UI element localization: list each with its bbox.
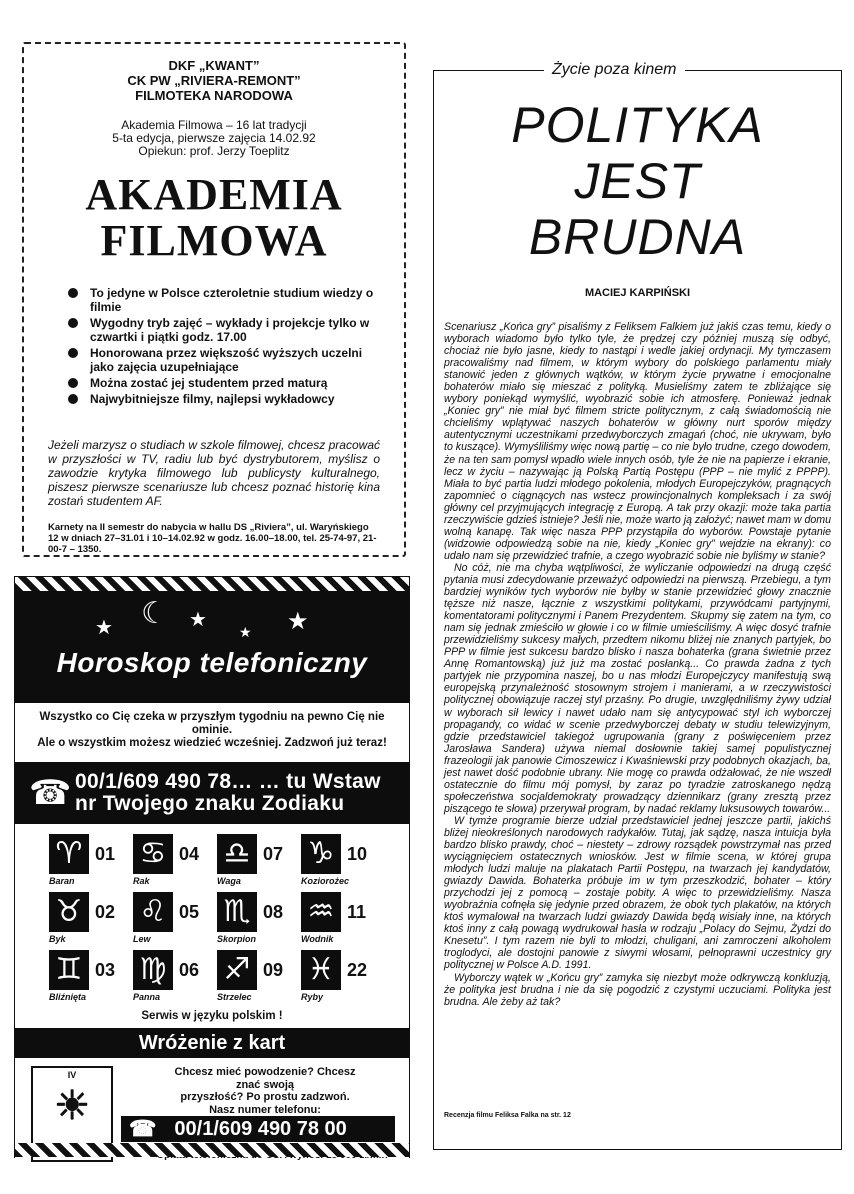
bullet-icon	[68, 378, 78, 388]
telephone-icon: ☎	[29, 774, 72, 812]
zodiac-sign-koziorozec	[301, 834, 385, 886]
sign-name: Baran	[49, 876, 75, 886]
sign-name: Strzelec	[217, 992, 252, 1002]
info-line: 5-ta edycja, pierwsze zajęcia 14.02.92	[112, 131, 316, 145]
virgo-icon: ♍	[133, 950, 173, 990]
sign-name: Ryby	[301, 992, 324, 1002]
horoskop-header	[15, 591, 409, 703]
star-icon: ★	[239, 624, 252, 640]
sign-number: 01	[95, 843, 116, 864]
headline-line: JEST	[574, 153, 701, 209]
star-icon: ★	[95, 617, 113, 639]
horoskop-title: Horoskop telefoniczny	[56, 647, 368, 678]
zodiac-sign-panna	[133, 950, 217, 1002]
zodiac-sign-blizneta	[49, 950, 133, 1002]
intro-line: Ale o wszystkim możesz wiedzieć wcześniej. Zadzwoń już teraz!	[37, 737, 387, 749]
zodiac-sign-waga	[217, 834, 301, 886]
zodiac-sign-skorpion	[217, 892, 301, 944]
title-line: AKADEMIA	[85, 170, 343, 219]
zodiac-sign-lew	[133, 892, 217, 944]
ad-title	[42, 172, 386, 264]
horoskop-ad	[14, 576, 410, 1158]
phone-banner	[15, 762, 409, 824]
organizer-line: FILMOTEKA NARODOWA	[135, 88, 293, 103]
organizers	[42, 58, 386, 103]
sign-number: 11	[347, 901, 367, 922]
sign-number: 10	[347, 843, 368, 864]
sign-number: 22	[347, 959, 368, 980]
zigzag-border	[15, 577, 409, 591]
aquarius-icon: ♒	[301, 892, 341, 932]
akademia-filmowa-ad	[22, 42, 406, 557]
sign-number: 05	[179, 901, 200, 922]
article-author: MACIEJ KARPIŃSKI	[584, 287, 691, 299]
libra-icon: ♎	[217, 834, 257, 874]
pisces-icon: ♓	[301, 950, 341, 990]
zodiac-row	[49, 892, 391, 944]
bullet-icon	[68, 394, 78, 404]
sign-number: 03	[95, 959, 116, 980]
question-line: przyszłość? Po prostu zadzwoń.	[180, 1091, 350, 1103]
article-paragraph: Scenariusz „Końca gry” pisaliśmy z Feliksem Falkiem już jakiś czas temu, kiedy o wyborach wiadomo było tylko tyle, że prędzej czy później muszą się odbyć, chociaż nie było jasne, kiedy to nastąpi i wedle jakiej ordynacji. My tymczasem pracowaliśmy nad filmem, w którym wybory do polskiego parlamentu miały stanowić jeden z głównych wątków, w którym życie prywatne i emocjonalne bohaterów miało się mieszać z polityką. Musieliśmy zatem te zbliżające się wybory poniekąd wymyślić, wyobrazić sobie ich atmosferę. Ponieważ jednak „Koniec gry” nie miał być filmem stricte politycznym, z całą świadomością nie chcieliśmy wplątywać naszych bohaterów w główny nurt sporów między autentycznymi uczestnikami przedwyborczych zmagań (choć, nie ukrywam, było to kuszące). Wymyśliliśmy więc nową partię – co nie było trudne, czego dowodem, że na ten sam pomysł wpadło wiele innych osób, tyle że nie na papierze i ekranie, lecz w życiu – nazywając ją Polską Partią Postępu (PPP – nie mylić z PPPP). Miała to być partia ludzi młodego pokolenia, młodych Europejczyków, pragnących zapomnieć o ciągnących nas wstecz prowincjonalnych kompleksach i za swój główny cel przyjmujących integrację z Europą. A tak przy okazji: może taka partia rzeczywiście gdzieś istnieje? Jeśli nie, może warto ją założyć; nawet mam w domu wolną kanapę. Tak więc nasza PPP przystąpiła do wyborów. Powstaje pytanie (widzowie odpowiedzą sobie na nie, kiedy „Koniec gry” wejdzie na ekrany): co udało nam się przewidzieć trafnie, a czego wyobrazić sobie nie byliśmy w stanie?	[444, 321, 831, 562]
ad-paragraph: Jeżeli marzysz o studiach w szkole filmowej, chcesz pracować w przyszłości w TV, radiu lub być dystrybutorem, myślisz o zawodzie krytyka filmowego lub publicysty kulturalnego, piszesz pierwsze scenariusze lub chcesz poznać historię kina zostań studentem AF.	[48, 438, 380, 508]
sign-name: Bliźnięta	[49, 992, 87, 1002]
cancer-icon: ♋	[133, 834, 173, 874]
feature-item: Można zostać jej studentem przed maturą	[68, 376, 386, 390]
feature-item: Honorowana przez większość wyższych uczelni jako zajęcia uzupełniające	[68, 346, 386, 374]
article-headline	[444, 97, 831, 265]
zigzag-border	[15, 1143, 409, 1157]
info-line: Opiekun: prof. Jerzy Toeplitz	[138, 144, 290, 158]
sign-name: Waga	[217, 876, 241, 886]
phone-number: 00/1/609 490 78 00	[174, 1117, 347, 1140]
sign-name: Rak	[133, 876, 150, 886]
zodiac-sign-strzelec	[217, 950, 301, 1002]
article-paragraph: No cóż, nie ma chyba wątpliwości, że wyliczanie odpowiedzi na drugą część pytania musi zdecydowanie przeważyć odpowiedzi na pierwszą. Przebiegu, a tym bardziej wyników tych wyborów nie byłby w stanie przewidzieć głowy znacznie tęższe niż nasze, łącznie z wszystkimi politykami, przywódcami partyjnymi, komentatorami politycznymi i Panem Prezydentem. Skupmy się zatem na tym, co nam się jednak zmieściło w głowie i co w filmie umieściliśmy. A więc dosyć trafnie przewidzieliśmy sukcesy małych, przedtem nikomu bliżej nie znanych partyjek, bo PPP w filmie jest sukcesu bardzo blisko i nasza bohaterka (grana świetnie przez Annę Romantowską) już już ma zostać posłanką... Co prawda żadna z tych partyjek nie przypomina naszej, bo u nas młodzi Europejczycy manifestują swą europejską przynależność stosownym strojem i manierami, a w rzeczywistości politycznej obowiązuje raczej styl przaśny. Po drugie, uwzględniliśmy żywy udział w wyborach sił lewicy i nawet udało nam się antycypować styl ich wyborczej propagandy, co widać w scenie przedwyborczej debaty w studiu telewizyjnym, gdzie przedstawiciel takiegoż ugrupowania (grany z poświęceniem przez Jarosława Sandera) używa niemal dosłownie takiej samej populistycznej frazeologii jak panowie Cimoszewicz i Kwaśniewski przy podobnych okazjach, ba, jest nawet dość podobnie ubrany. Nie mogę co prawda odżałować, że nie wszedł ostatecznie do filmu mój pomysł, by zaraz po tyradzie zatroskanego nędzą społeczeństwa socjaldemokraty prowadzący dziennikarz (grany zresztą przez piszącego te słowa) przerywał program, by nadać reklamy luksusowych towarów...	[444, 561, 831, 815]
feature-item: Wygodny tryb zajęć – wykłady i projekcje tylko w czwartki i piątki godz. 17.00	[68, 316, 386, 344]
zodiac-grid	[15, 824, 409, 1002]
card-phone-number	[121, 1116, 395, 1142]
telephone-icon: ☎	[129, 1116, 157, 1141]
sign-number: 06	[179, 959, 200, 980]
article-paragraph: W tymże programie bierze udział przedstawiciel jednej jeszcze partii, jakichś bliżej nieokreślonych narodowych radykałów. Tutaj, jak sądzę, nasza intuicja była bardzo blisko prawdy, choć – niestety – zdrowy rozsądek powstrzymał nas przed wyciągnięciem ostatecznych wniosków. Jest w filmie scena, w której grupa młodych ludzi maluje na plakatach Partii Postępu, na twarzach jej kandydatów, gwiazdy Dawida. Bohaterka próbuje im w tym przeszkodzić, bohater – który przychodzi jej z pomocą – zostaje pobity. A więc to przewidzieliśmy. Nasza wyobraźnia cofnęła się jedynie przed obrazem, że obok tych plakatów, na których ktoś wymalował na twarzach ludzi gwiazdy Dawida będą wisiały inne, na których ktoś inny z całą powagą wydrukował hasła w rodzaju „Polacy do Sejmu, Żydzi do Knesetu”. I tym razem nie byli to młodzi, chuligani, ani zamroczeni alkoholem troglodyci, ale dostojni panowie z siwymi włosami, pełnoprawni uczestnicy gry politycznej w Polsce A.D. 1991.	[444, 814, 831, 972]
phone-instructions	[75, 771, 381, 815]
card-number: IV	[67, 1070, 77, 1080]
intro-line: Wszystko co Cię czeka w przyszłym tygodniu na pewno Cię nie ominie.	[39, 711, 385, 736]
title-line: FILMOWA	[100, 216, 328, 265]
zodiac-sign-baran	[49, 834, 133, 886]
sign-name: Lew	[133, 934, 151, 944]
zodiac-sign-wodnik	[301, 892, 385, 944]
review-reference: Recenzja filmu Feliksa Falka na str. 12	[444, 1112, 571, 1119]
zodiac-row	[49, 834, 391, 886]
bullet-icon	[68, 318, 78, 328]
question-line: Chcesz mieć powodzenie? Chcesz znać swoją	[174, 1066, 356, 1091]
phone-line: 00/1/609 490 78… … tu Wstaw	[75, 770, 381, 793]
organizer-line: DKF „KWANT”	[168, 58, 260, 73]
sign-number: 02	[95, 901, 116, 922]
article	[433, 61, 842, 1150]
ad-footer: Karnety na II semestr do nabycia w hallu DS „Riviera”, ul. Waryńskiego 12 w dniach 27–31.01 i 10–14.02.92 w godz. 16.00–18.00, tel. 25-74-97, 21-00-7 – 1350.	[48, 522, 377, 555]
stars-decoration	[15, 597, 409, 641]
capricorn-icon: ♑	[301, 834, 341, 874]
question-line: Nasz numer telefonu:	[209, 1103, 321, 1116]
sun-icon: ☀	[54, 1084, 90, 1128]
scorpio-icon: ♏	[217, 892, 257, 932]
sagittarius-icon: ♐	[217, 950, 257, 990]
article-body	[444, 321, 831, 1008]
service-language: Serwis w języku polskim !	[15, 1008, 409, 1028]
sign-number: 08	[263, 901, 284, 922]
headline-line: BRUDNA	[528, 209, 747, 265]
article-paragraph: Wyborczy wątek w „Końcu gry” zamyka się niezbyt może odkrywczą konkluzją, że polityka jest brudna i nie da się pogodzić z czystymi uczuciami. Polityka jest brudna. Ale żeby aż tak?	[444, 971, 831, 1008]
moon-icon: ☾	[141, 597, 168, 630]
sign-number: 07	[263, 843, 284, 864]
sign-name: Wodnik	[301, 934, 334, 944]
zodiac-sign-rak	[133, 834, 217, 886]
bullet-icon	[68, 288, 78, 298]
phone-line: nr Twojego znaku Zodiaku	[75, 792, 345, 815]
horoskop-intro	[15, 703, 409, 762]
sign-name: Skorpion	[217, 934, 257, 944]
card-question	[165, 1066, 365, 1116]
leo-icon: ♌	[133, 892, 173, 932]
card-reading-title: Wróżenie z kart	[15, 1028, 409, 1058]
gemini-icon: ♊	[49, 950, 89, 990]
aries-icon: ♈	[49, 834, 89, 874]
bullet-icon	[68, 348, 78, 358]
sign-name: Koziorożec	[301, 876, 350, 886]
sign-number: 09	[263, 959, 284, 980]
star-icon: ★	[287, 608, 309, 635]
headline-line: POLITYKA	[511, 97, 764, 153]
star-icon: ★	[189, 609, 207, 631]
zodiac-sign-byk	[49, 892, 133, 944]
section-header: Życie poza kinem	[544, 61, 685, 79]
course-info	[42, 119, 386, 158]
info-line: Akademia Filmowa – 16 lat tradycji	[121, 118, 307, 132]
sign-name: Byk	[49, 934, 66, 944]
zodiac-row	[49, 950, 391, 1002]
organizer-line: CK PW „RIVIERA-REMONT”	[127, 73, 301, 88]
sign-number: 04	[179, 843, 200, 864]
sign-name: Panna	[133, 992, 161, 1002]
zodiac-sign-ryby	[301, 950, 385, 1002]
feature-item: To jedyne w Polsce czteroletnie studium wiedzy o filmie	[68, 286, 386, 314]
feature-list	[68, 286, 386, 406]
taurus-icon: ♉	[49, 892, 89, 932]
feature-item: Najwybitniejsze filmy, najlepsi wykładowcy	[68, 392, 386, 406]
